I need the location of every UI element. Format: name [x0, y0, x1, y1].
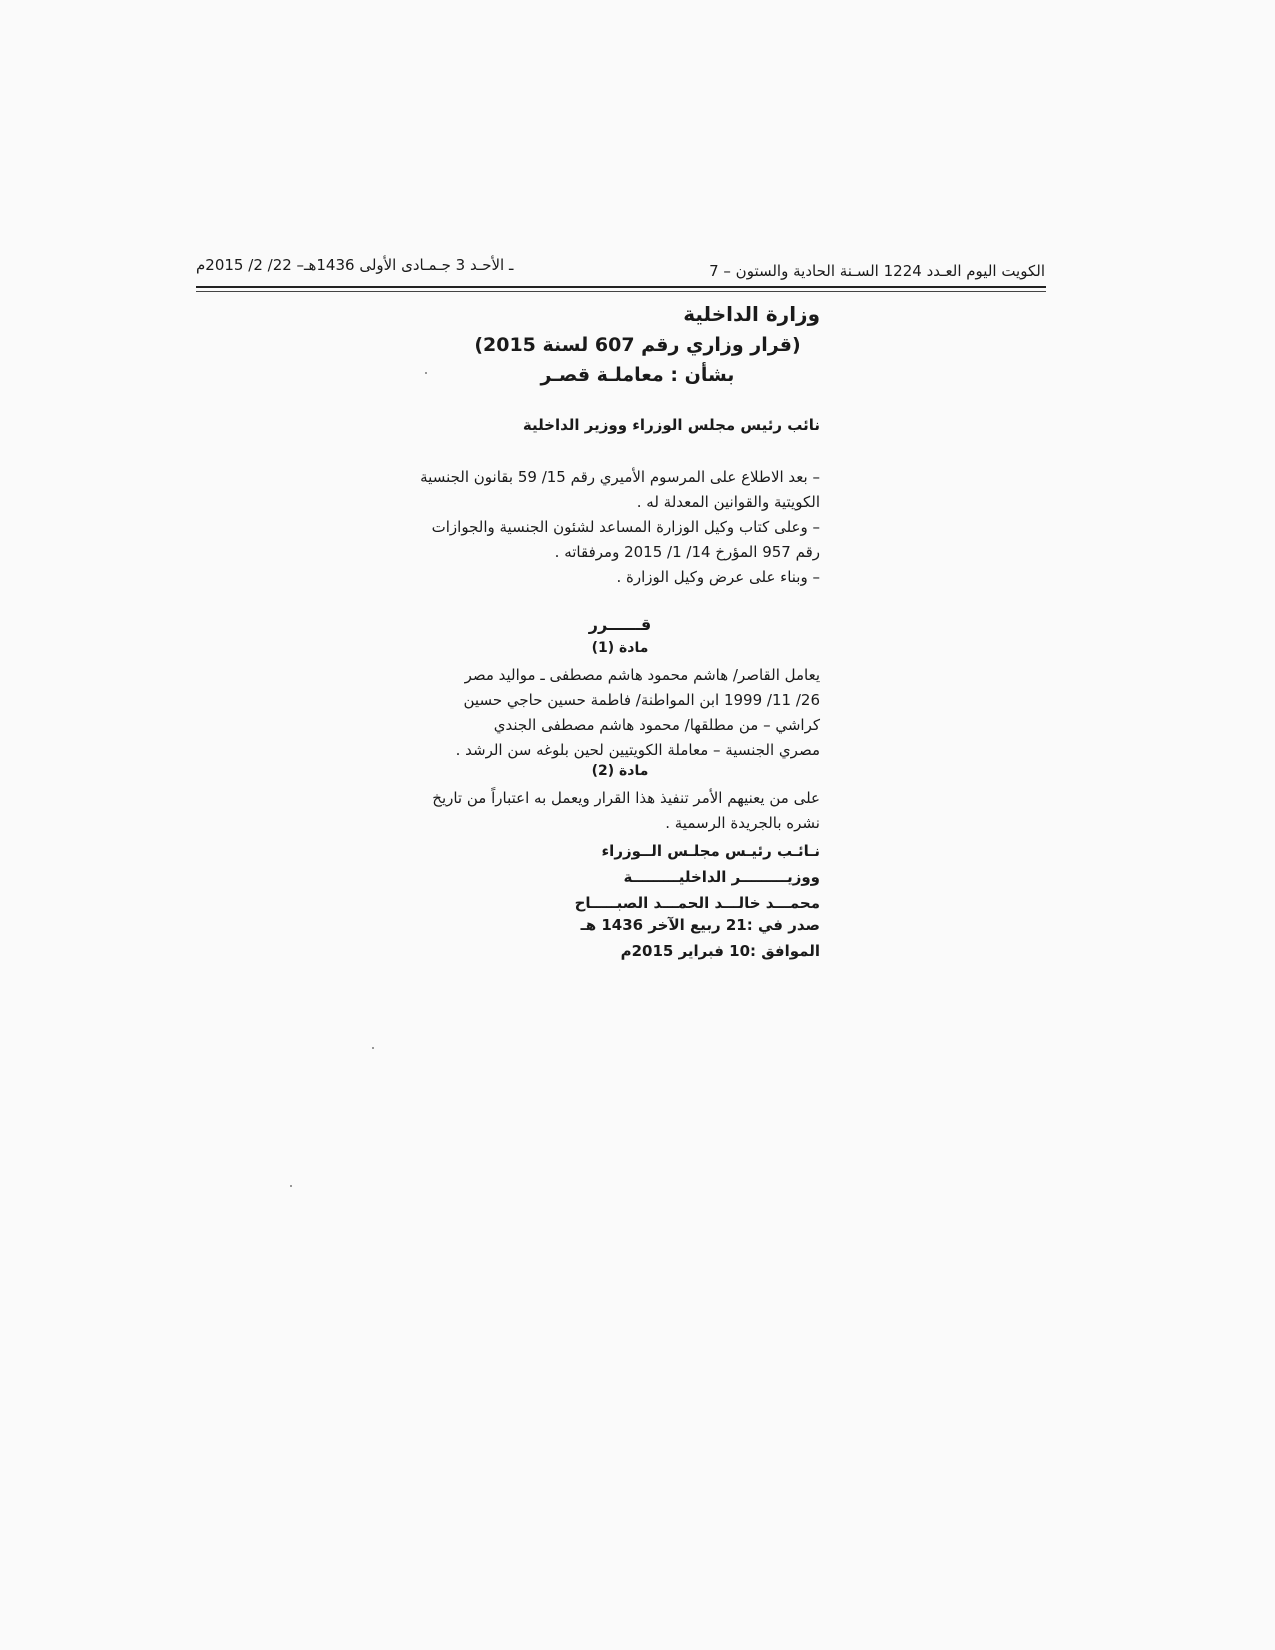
- signature-line: ووزيـــــــــر الداخليـــــــــة: [623, 868, 820, 886]
- scan-speck: [425, 372, 427, 374]
- article-2-body: [410, 786, 820, 836]
- decided-label: قــــــرر: [588, 615, 652, 634]
- header-rule-thin: [196, 291, 1046, 292]
- preamble-line: رقم 957 المؤرخ 14/ 1/ 2015 ومرفقاته .: [554, 543, 820, 561]
- signature-line: محمـــد خالـــد الحمـــد الصبـــــاح: [574, 894, 820, 912]
- article-1-heading: مادة (1): [591, 640, 649, 656]
- header-rule: [196, 286, 1046, 288]
- article-2-heading: مادة (2): [591, 763, 649, 779]
- header-date: ـ الأحـد 3 جـمـادى الأولى 1436هـ– 22/ 2/ 2015م: [196, 256, 514, 274]
- preamble: [410, 465, 820, 590]
- article-1-line: يعامل القاصر/ هاشم محمود هاشم مصطفى ـ مواليد مصر: [464, 666, 820, 684]
- article-2-line: على من يعنيهم الأمر تنفيذ هذا القرار ويعمل به اعتباراً من تاريخ: [432, 789, 820, 807]
- article-2-line: نشره بالجريدة الرسمية .: [665, 814, 820, 832]
- header-issue: الكويت اليوم العـدد 1224 السـنة الحادية والستون – 7: [709, 262, 1045, 280]
- issued-date: صدر في :21 ربيع الآخر 1436 هـ: [580, 916, 820, 934]
- signature-line: نـائـب رئيـس مجلـس الــوزراء: [601, 842, 820, 860]
- article-1-line: 26/ 11/ 1999 ابن المواطنة/ فاطمة حسين حاجي حسين: [463, 691, 820, 709]
- preamble-line: – بعد الاطلاع على المرسوم الأميري رقم 15/ 59 بقانون الجنسية: [420, 468, 820, 486]
- issuing-authority: نائب رئيس مجلس الوزراء ووزير الداخلية: [522, 416, 820, 434]
- article-1-line: مصري الجنسية – معاملة الكويتيين لحين بلوغه سن الرشد .: [455, 741, 820, 759]
- preamble-line: – وعلى كتاب وكيل الوزارة المساعد لشئون الجنسية والجوازات: [431, 518, 820, 536]
- decision-subject: بشأن : معاملـة قصـر: [540, 364, 735, 386]
- article-1-line: كراشي – من مطلقها/ محمود هاشم مصطفى الجندي: [493, 716, 820, 734]
- issue-dates: [580, 912, 820, 964]
- ministry-name: وزارة الداخلية: [683, 302, 820, 326]
- scan-speck: [372, 1047, 374, 1049]
- decision-title: (قرار وزاري رقم 607 لسنة 2015): [474, 334, 801, 356]
- signature-block: [410, 838, 820, 916]
- scan-speck: [290, 1185, 292, 1187]
- article-1-body: [410, 663, 820, 763]
- preamble-line: الكويتية والقوانين المعدلة له .: [636, 493, 820, 511]
- gregorian-date: الموافق :10 فبراير 2015م: [620, 942, 820, 960]
- preamble-line: – وبناء على عرض وكيل الوزارة .: [616, 568, 820, 586]
